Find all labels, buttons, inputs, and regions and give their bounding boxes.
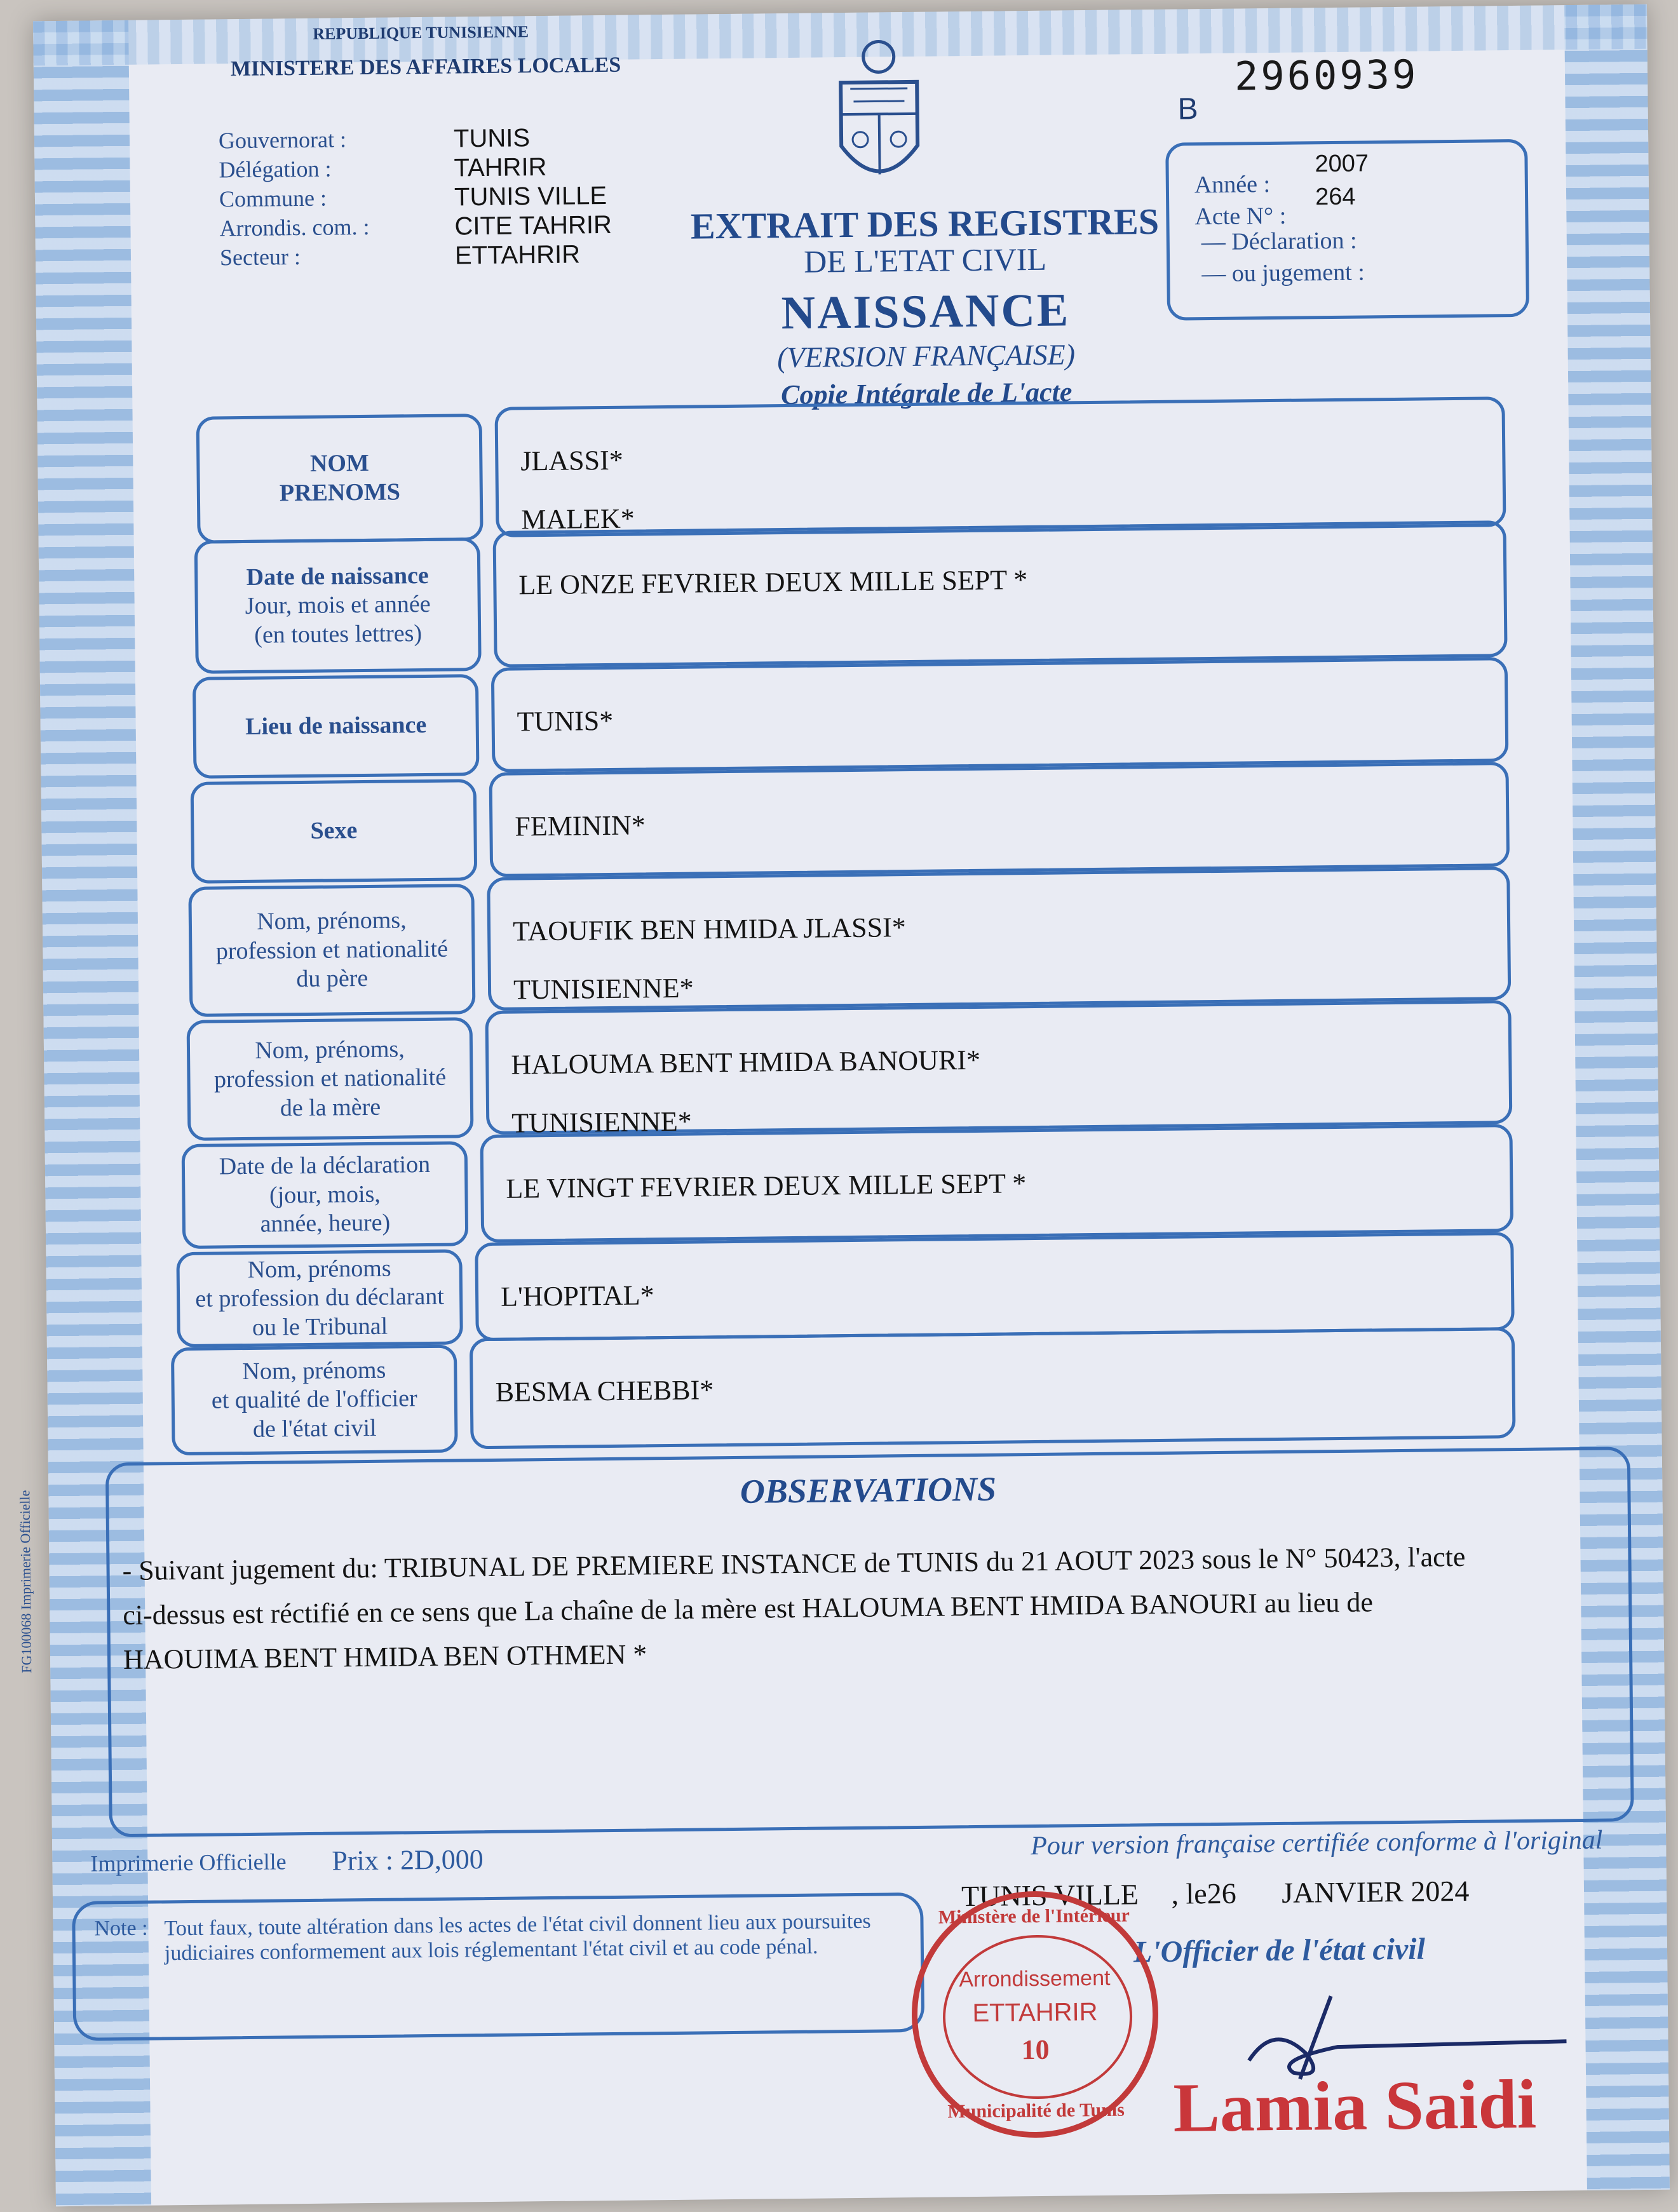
field-label-line: Nom, prénoms (247, 1255, 391, 1283)
admin-row (219, 151, 727, 185)
field-value: FEMININ* (515, 809, 646, 842)
field-label-line: Date de la déclaration (219, 1151, 431, 1180)
admin-label: Commune : (219, 185, 327, 212)
stamp-outer-top: Ministère de l'Intérieur (938, 1905, 1130, 1928)
observation-line-2: ci-dessus est réctifié en ce sens que La chaîne de la mère est HALOUMA BENT HMIDA BANOURI au lieu de (123, 1586, 1374, 1631)
title-etat-civil: DE L'ETAT CIVIL (803, 241, 1047, 280)
field-label-line: Date de naissance (246, 562, 429, 591)
date-prefix: , le (1171, 1877, 1207, 1910)
year-value: 2007 (1315, 150, 1369, 178)
year-label: Année : (1194, 171, 1271, 199)
field-value: TUNISIENNE* (513, 972, 694, 1006)
field-value-box (491, 657, 1509, 772)
field-value: TUNIS* (517, 705, 614, 738)
republic-label: REPUBLIQUE TUNISIENNE (313, 22, 529, 43)
field-label-box (187, 1017, 474, 1141)
field-label-line: Nom, prénoms, (255, 1035, 405, 1064)
acte-value: 264 (1315, 183, 1356, 211)
admin-label: Délégation : (219, 156, 332, 183)
admin-label: Secteur : (219, 244, 301, 271)
field-label-box (171, 1345, 458, 1456)
issue-place: TUNIS VILLE (961, 1878, 1139, 1913)
stamp-inner-1: Arrondissement (959, 1966, 1111, 1992)
field-label-box (188, 884, 475, 1017)
note-box (72, 1892, 924, 2041)
side-print-mark: FG100068 Imprimerie Officielle (17, 1490, 35, 1673)
field-label-box (176, 1249, 463, 1347)
official-stamp (910, 1890, 1160, 2139)
title-copie: Copie Intégrale de L'acte (780, 376, 1072, 411)
admin-value: TUNIS VILLE (454, 181, 607, 212)
decorative-border-right (1564, 4, 1670, 2190)
coat-of-arms-icon (815, 37, 944, 203)
declaration-label: — Déclaration : (1201, 227, 1357, 256)
stamp-inner-2: ETTAHRIR (972, 1998, 1098, 2028)
field-value: BESMA CHEBBI* (495, 1374, 714, 1408)
title-naissance: NAISSANCE (781, 284, 1071, 340)
serial-number: 2960939 (1234, 51, 1419, 100)
admin-value: ETTAHRIR (454, 240, 581, 270)
serial-prefix: B (1177, 92, 1198, 126)
observation-line-1: - Suivant jugement du: TRIBUNAL DE PREMIERE INSTANCE de TUNIS du 21 AOUT 2023 sous le N° 50423, l'acte (122, 1541, 1466, 1587)
admin-label: Arrondis. com. : (219, 213, 370, 241)
field-label-line: et profession du déclarant (195, 1283, 445, 1313)
title-version: (VERSION FRANÇAISE) (776, 338, 1076, 374)
field-label-line: Nom, prénoms, (257, 907, 407, 935)
field-label-line: Lieu de naissance (245, 711, 427, 741)
field-label-line: Nom, prénoms (242, 1356, 386, 1385)
field-label-box (194, 537, 482, 674)
field-label-box (193, 674, 480, 779)
field-label-line: (jour, mois, (269, 1180, 381, 1209)
field-value: MALEK* (521, 502, 635, 536)
field-label-line: du père (296, 965, 369, 993)
stamp-outer-bottom: Municipalité de Tunis (947, 2099, 1125, 2122)
field-label-box (182, 1141, 469, 1249)
field-value: TAOUFIK BEN HMIDA JLASSI* (512, 912, 906, 947)
title-extrait: EXTRAIT DES REGISTRES (690, 200, 1160, 247)
admin-value: TAHRIR (454, 152, 547, 182)
observations-box (105, 1447, 1634, 1837)
field-label-line: (en toutes lettres) (254, 619, 423, 649)
note-text: Tout faux, toute altération dans les actes de l'état civil donnent lieu aux poursuites judiciaires conformement aux lois réglementant l'état civil et au code pénal. (164, 1909, 871, 1966)
field-value: TUNISIENNE* (511, 1105, 693, 1139)
certified-label: Pour version française certifiée conforme à l'original (1030, 1825, 1603, 1861)
admin-value: TUNIS (453, 124, 531, 153)
note-label: Note : (94, 1916, 148, 1941)
field-label-line: PRENOMS (279, 478, 401, 507)
decorative-border-left (33, 20, 151, 2206)
stamp-inner-3: 10 (1021, 2033, 1050, 2066)
acte-label: Acte N° : (1194, 202, 1287, 231)
observation-line-3: HAOUIMA BENT HMIDA BEN OTHMEN * (123, 1638, 647, 1676)
field-label-line: Jour, mois et année (245, 591, 431, 620)
document-paper (17, 4, 1670, 2206)
field-label-line: année, heure) (260, 1209, 391, 1238)
field-label-line: ou le Tribunal (252, 1312, 388, 1341)
admin-value: CITE TAHRIR (454, 210, 612, 241)
field-value: JLASSI* (520, 444, 623, 477)
field-label-line: Sexe (310, 817, 358, 845)
ministry-label: MINISTERE DES AFFAIRES LOCALES (230, 53, 621, 81)
date-month-year: JANVIER 2024 (1281, 1874, 1470, 1909)
field-label-box (191, 779, 478, 884)
field-value: HALOUMA BENT HMIDA BANOURI* (511, 1044, 981, 1081)
price-label: Prix : 2D,000 (332, 1844, 484, 1877)
date-day: 26 (1207, 1877, 1236, 1910)
field-label-line: profession et nationalité (215, 935, 449, 965)
field-label-line: de l'état civil (252, 1414, 377, 1443)
field-label-line: de la mère (280, 1093, 381, 1122)
field-label-line: NOM (309, 450, 370, 478)
field-label-line: et qualité de l'officier (211, 1385, 417, 1414)
field-value-box (494, 396, 1506, 537)
observations-title: OBSERVATIONS (740, 1469, 997, 1511)
admin-row (219, 122, 727, 156)
officer-title: L'Officier de l'état civil (1133, 1932, 1426, 1969)
jugement-label: — ou jugement : (1201, 259, 1365, 288)
field-value: LE VINGT FEVRIER DEUX MILLE SEPT * (506, 1168, 1027, 1204)
officer-name: Lamia Saidi (1172, 2065, 1537, 2147)
field-value: L'HOPITAL* (500, 1279, 654, 1312)
printer-label: Imprimerie Officielle (90, 1849, 287, 1877)
field-label-box (196, 414, 484, 544)
field-label-line: profession et nationalité (213, 1063, 447, 1093)
field-value: LE ONZE FEVRIER DEUX MILLE SEPT * (518, 564, 1028, 601)
admin-label: Gouvernorat : (218, 126, 347, 154)
